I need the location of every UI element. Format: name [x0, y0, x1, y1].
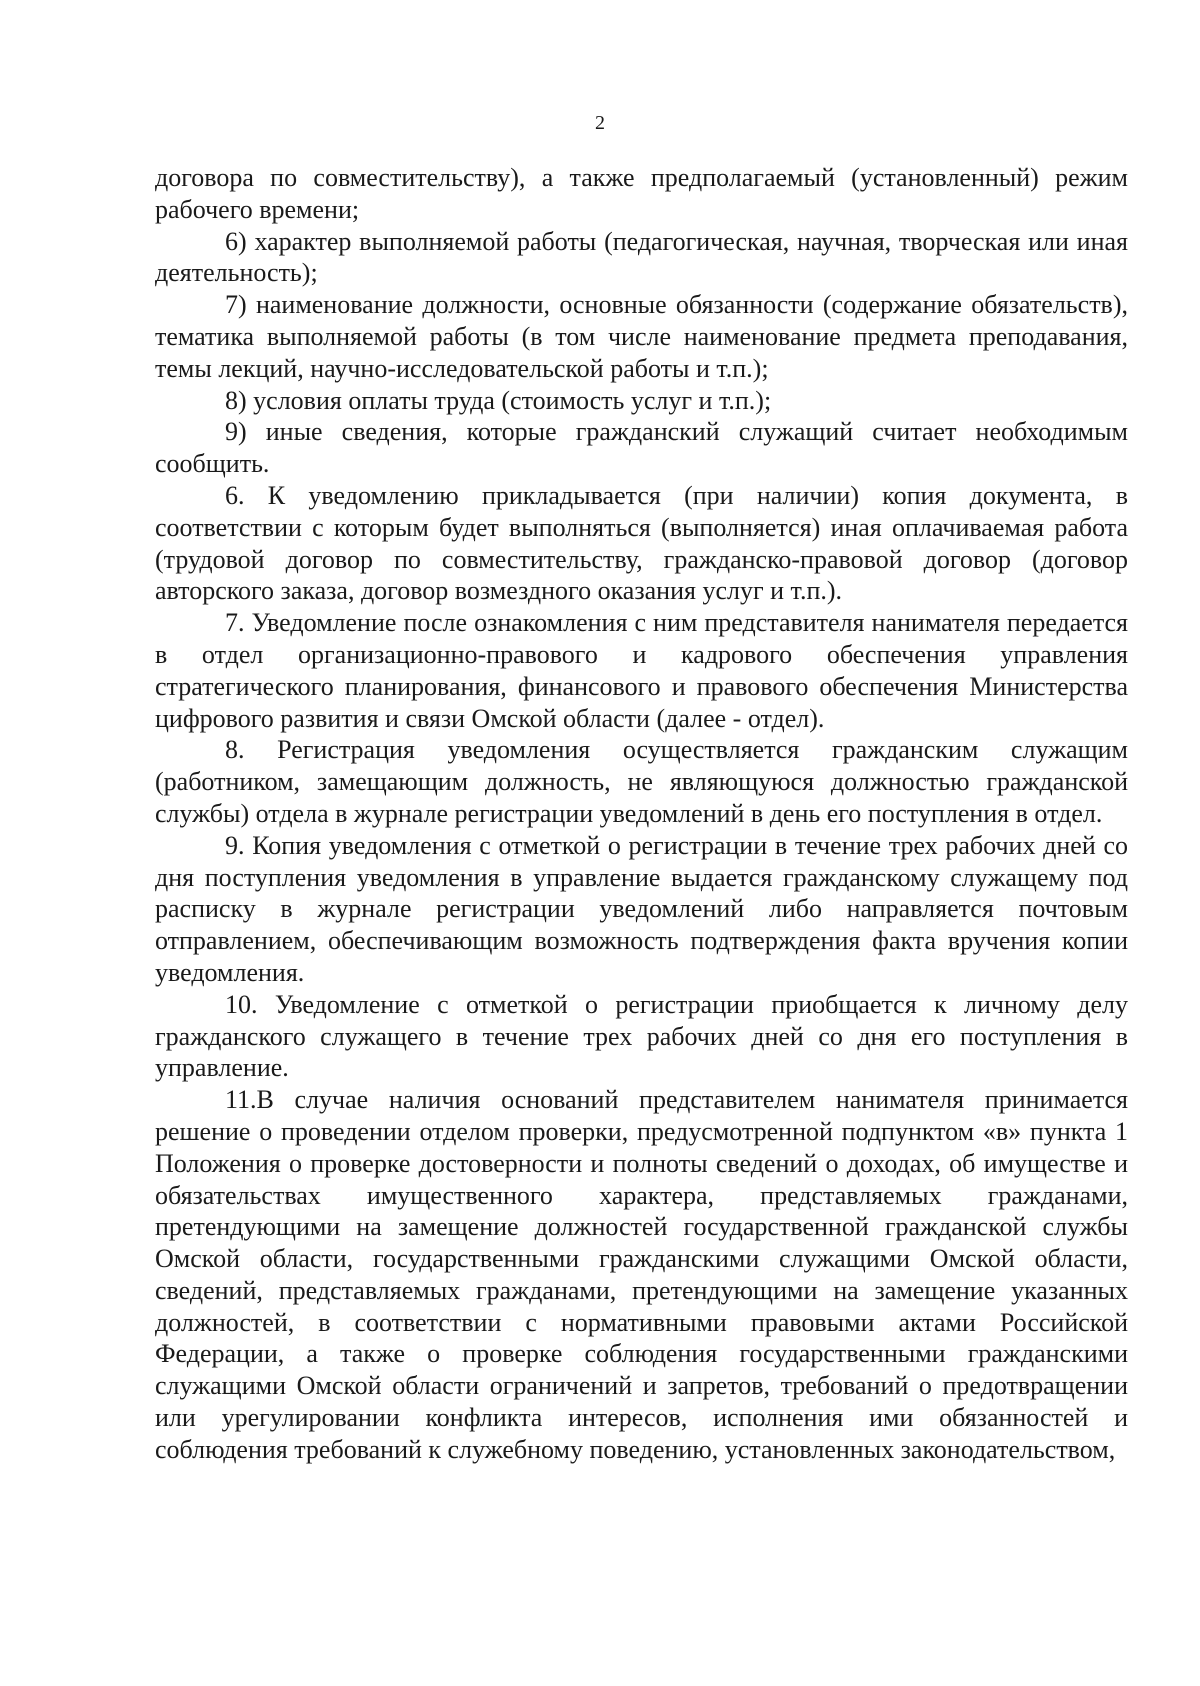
paragraph-clause-8: 8. Регистрация уведомления осуществляется гражданским служащим (работником, замещающим должность, не являющуюся должностью гражданской службы) отдела в журнале регистрации уведомлений в день его поступления в отдел.: [155, 735, 1128, 828]
paragraph-item-6: 6) характер выполняемой работы (педагогическая, научная, творческая или иная деятельность);: [155, 226, 1128, 288]
paragraph-clause-7: 7. Уведомление после ознакомления с ним представителя нанимателя передается в отдел организационно-правового и кадрового обеспечения управления стратегического планирования, финансового и правового обеспечения Министерства цифрового развития и связи Омской области (далее - отдел).: [155, 608, 1128, 733]
paragraph-clause-6: 6. К уведомлению прикладывается (при наличии) копия документа, в соответствии с которым будет выполняться (выполняется) иная оплачиваемая работа (трудовой договор по совместительству, гражданско-правовой договор (договор авторского заказа, договор возмездного оказания услуг и т.п.).: [155, 480, 1128, 606]
paragraph-continuation: договора по совместительству), а также предполагаемый (установленный) режим рабочего времени;: [155, 163, 1128, 224]
document-body: [155, 162, 1128, 1466]
paragraph-item-9: 9) иные сведения, которые гражданский служащий считает необходимым сообщить.: [155, 417, 1128, 479]
page-number: 2: [595, 112, 605, 134]
paragraph-item-8: 8) условия оплаты труда (стоимость услуг и т.п.);: [225, 385, 772, 415]
paragraph-clause-10: 10. Уведомление с отметкой о регистрации приобщается к личному делу гражданского служащего в течение трех рабочих дней со дня его поступления в управление.: [155, 989, 1128, 1083]
paragraph-clause-11: 11.В случае наличия оснований представителем нанимателя принимается решение о проведении отделом проверки, предусмотренной подпунктом «в» пункта 1 Положения о проверке достоверности и полноты сведений о доходах, об имуществе и обязательствах имущественного характера, представляемых гражданами, претендующими на замещение должностей государственной гражданской службы Омской области, государственными гражданскими служащими Омской области, сведений, представляемых гражданами, претендующими на замещение указанных должностей, в соответствии с нормативными правовыми актами Российской Федерации, а также о проверке соблюдения государственными гражданскими служащими Омской области ограничений и запретов, требований о предотвращении или урегулировании конфликта интересов, исполнения ими обязанностей и соблюдения требований к служебному поведению, установленных законодательством,: [155, 1085, 1128, 1464]
paragraph-clause-9: 9. Копия уведомления с отметкой о регистрации в течение трех рабочих дней со дня поступления уведомления в управление выдается гражданскому служащему под расписку в журнале регистрации уведомлений либо направляется почтовым отправлением, обеспечивающим возможность подтверждения факта вручения копии уведомления.: [155, 830, 1128, 987]
paragraph-item-7: 7) наименование должности, основные обязанности (содержание обязательств), тематика выполняемой работы (в том числе наименование предмета преподавания, темы лекций, научно-исследовательской работы и т.п.);: [155, 290, 1128, 383]
